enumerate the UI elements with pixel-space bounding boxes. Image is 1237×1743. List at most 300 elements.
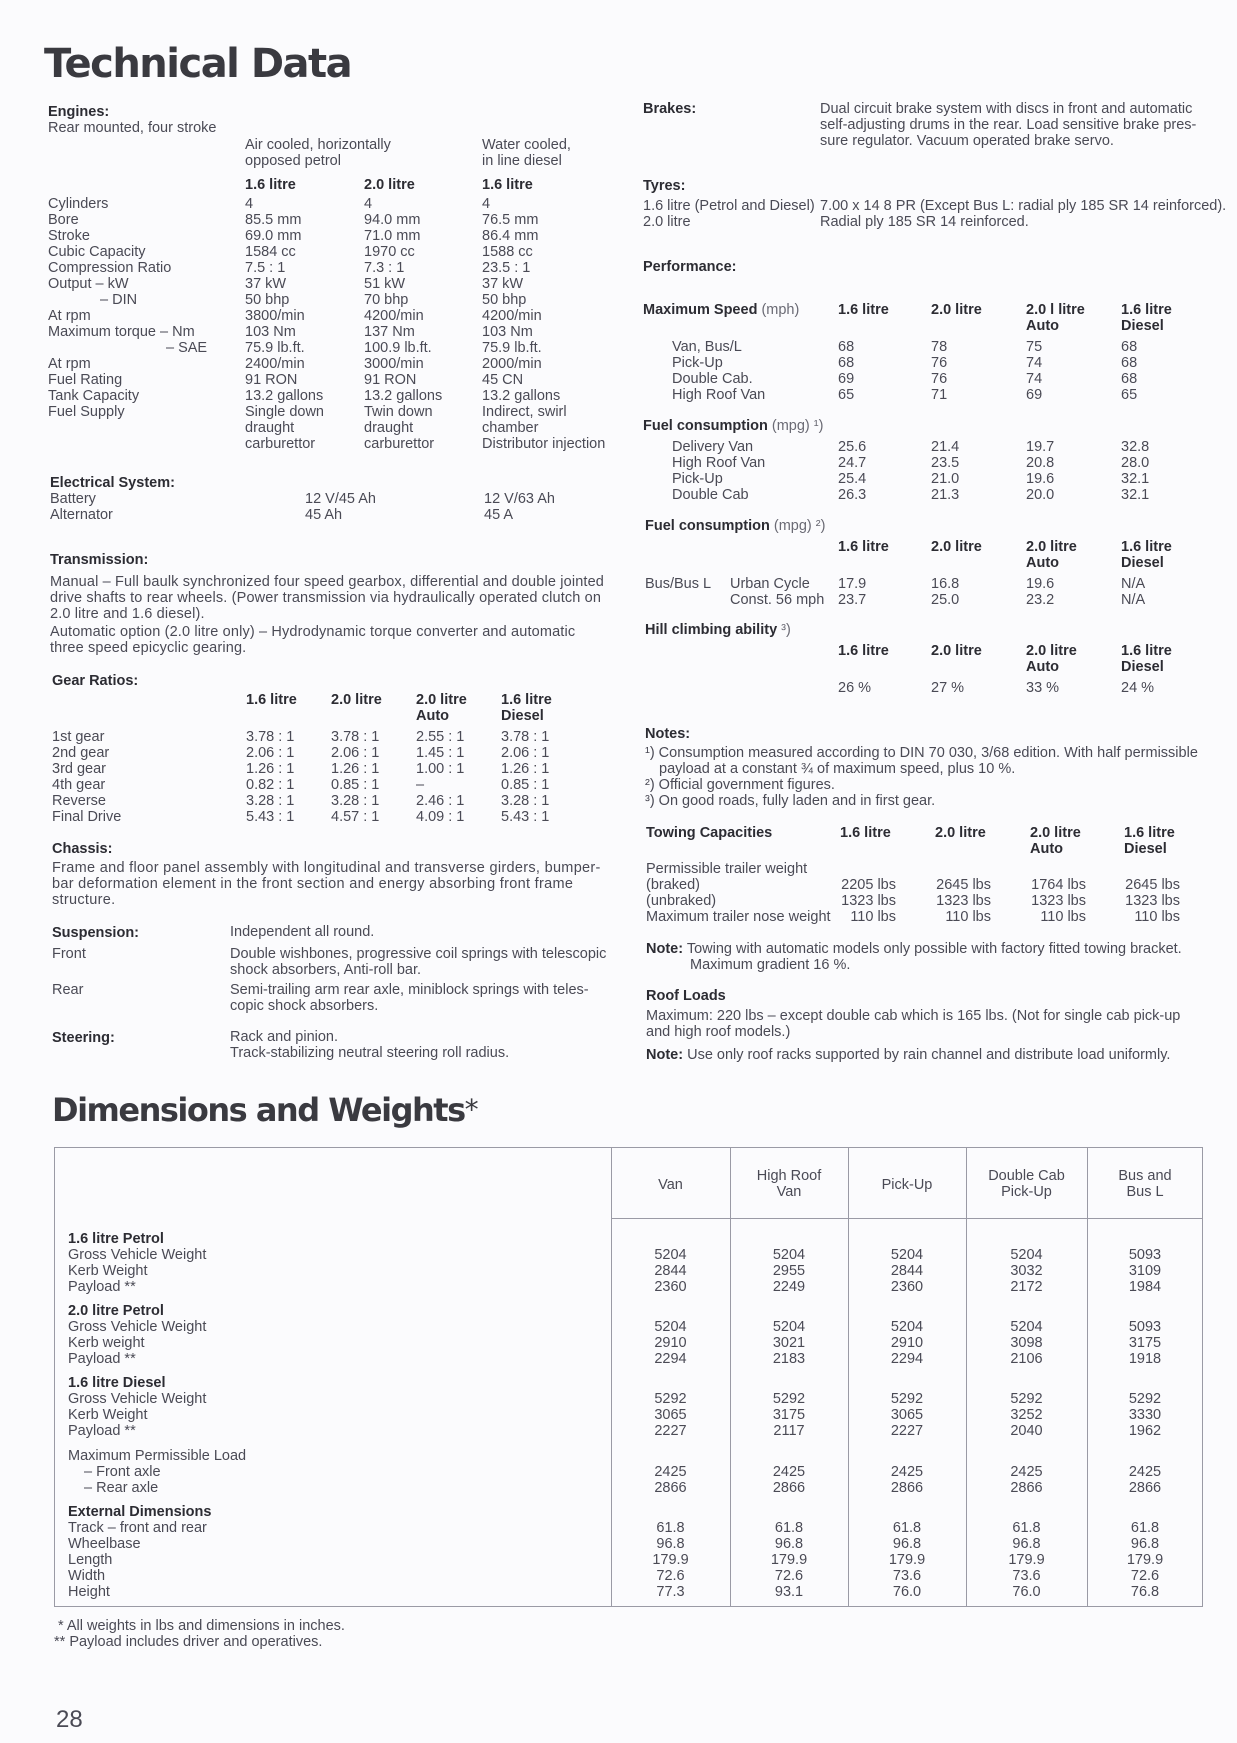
suspension-front-label: Front [52, 946, 86, 962]
transmission-auto [50, 624, 575, 656]
engine-col-head: 1.6 litre [245, 177, 296, 193]
value-cell: 19.6 [1026, 576, 1055, 592]
row-label: Kerb weight [68, 1335, 145, 1351]
speed-label: High Roof Van [672, 387, 766, 403]
note-text: Use only roof racks supported by rain channel and distribute load uniformly. [687, 1047, 1171, 1063]
value-cell: 3252 [1010, 1407, 1043, 1423]
value-cell: 3175 [772, 1407, 806, 1423]
note-line: ²) Official government figures. [645, 777, 835, 793]
column-head: 2.0 l litre [1026, 302, 1085, 318]
electrical-label: Battery [50, 491, 96, 507]
engine-value: carburettor [364, 436, 435, 452]
gear-value: 2.55 : 1 [416, 729, 465, 745]
group-title: 1.6 litre Petrol [68, 1231, 164, 1247]
max-speed-unit: (mph) [761, 302, 800, 318]
value-cell: 5204 [1010, 1247, 1043, 1263]
column-head: 2.0 litre [1030, 825, 1081, 841]
value-cell: 96.8 [656, 1536, 685, 1552]
gear-value: 1.26 : 1 [246, 761, 295, 777]
text-line: drive shafts to rear wheels. (Power transmission via hydraulically operated clutch on [50, 590, 602, 606]
text-line: shock absorbers, Anti-roll bar. [230, 962, 422, 978]
row-label: Wheelbase [68, 1536, 141, 1552]
engine-value: 86.4 mm [482, 228, 539, 244]
gear-head [416, 692, 467, 724]
towing-label: (braked) [646, 877, 700, 893]
engine-value: 91 RON [245, 372, 298, 388]
gear-head-line: Diesel [501, 708, 544, 724]
value-cell: 24 % [1121, 680, 1155, 696]
gear-head [501, 692, 552, 724]
value-cell: 61.8 [1012, 1520, 1041, 1536]
gear-label: 3rd gear [52, 761, 107, 777]
row-label: Payload ** [68, 1351, 136, 1367]
text-line: self-adjusting drums in the rear. Load sensitive brake pres- [820, 117, 1197, 133]
engine-label: – SAE [166, 340, 208, 356]
value-cell: 33 % [1026, 680, 1060, 696]
value-cell: 23.5 [931, 455, 960, 471]
value-cell: 72.6 [1130, 1568, 1160, 1584]
value-cell: 23.2 [1026, 592, 1055, 608]
value-cell: 93.1 [774, 1584, 804, 1600]
table-divider [611, 1218, 1203, 1219]
max-speed-title [643, 302, 799, 318]
gear-value: 3.78 : 1 [501, 729, 550, 745]
value-cell: 61.8 [892, 1520, 922, 1536]
value-cell: 27 % [931, 680, 965, 696]
engine-value: draught [245, 420, 295, 436]
value-cell: 2425 [1128, 1464, 1162, 1480]
value-cell: N/A [1121, 576, 1146, 592]
text-line: bar deformation element in the front section and energy absorbing front frame [52, 876, 574, 892]
engine-value: 23.5 : 1 [482, 260, 531, 276]
text-line: structure. [52, 892, 116, 908]
value-cell: 32.8 [1121, 439, 1150, 455]
electrical-value: 12 V/45 Ah [305, 491, 376, 507]
value-cell: 2294 [890, 1351, 924, 1367]
value-cell: 2425 [890, 1464, 924, 1480]
column-head: 1.6 litre [1121, 539, 1172, 555]
value-cell: 72.6 [774, 1568, 804, 1584]
value-cell: 2106 [1010, 1351, 1043, 1367]
value-cell: 5292 [890, 1391, 924, 1407]
engine-value: 69.0 mm [245, 228, 302, 244]
value-cell: 2645 lbs [936, 877, 991, 893]
column-head: Van [776, 1184, 802, 1200]
engine-label: Stroke [48, 228, 90, 244]
value-cell: 68 [838, 339, 855, 355]
electrical-diesel [484, 491, 555, 523]
value-cell: 5204 [890, 1247, 924, 1263]
tyres-values [820, 198, 1226, 230]
value-cell: 69 [1026, 387, 1043, 403]
note-line: payload at a constant ¾ of maximum speed, plus 10 %. [659, 761, 1016, 777]
value-cell: 76.8 [1130, 1584, 1160, 1600]
note-label: Note: [646, 1047, 684, 1063]
value-cell: 2227 [654, 1423, 687, 1439]
value-cell: 23.7 [838, 592, 867, 608]
value-cell: 73.6 [1012, 1568, 1041, 1584]
value-cell: 2227 [890, 1423, 924, 1439]
value-cell: 26 % [838, 680, 872, 696]
engine-value: 1588 cc [482, 244, 533, 260]
row-label: Payload ** [68, 1423, 136, 1439]
value-cell: 65 [838, 387, 855, 403]
value-cell: 76.0 [1012, 1584, 1041, 1600]
engine-value: 50 bhp [245, 292, 290, 308]
chassis-text [52, 860, 601, 908]
column-head: 1.6 litre [840, 825, 891, 841]
value-cell: 2645 lbs [1125, 877, 1180, 893]
engine-value: 13.2 gallons [482, 388, 561, 404]
towing-label: Maximum trailer nose weight [646, 909, 831, 925]
row-label: Gross Vehicle Weight [68, 1247, 207, 1263]
value-cell: 3065 [654, 1407, 687, 1423]
row-label: Width [68, 1568, 106, 1584]
value-cell: 1918 [1128, 1351, 1162, 1367]
engine-label: At rpm [48, 308, 91, 324]
column-head: Diesel [1121, 555, 1164, 571]
gear-value: – [416, 777, 425, 793]
gear-ratios-heading: Gear Ratios: [52, 673, 139, 689]
row-label: Kerb Weight [68, 1263, 148, 1279]
engine-value: 51 kW [364, 276, 406, 292]
row-label: Track – front and rear [68, 1520, 207, 1536]
gear-value: 0.82 : 1 [246, 777, 295, 793]
engine-value: 37 kW [245, 276, 287, 292]
page-title: Technical Data [44, 41, 352, 87]
gear-value: 0.85 : 1 [331, 777, 380, 793]
value-cell: 96.8 [1012, 1536, 1041, 1552]
value-cell: 69 [838, 371, 855, 387]
column-head: Bus L [1126, 1184, 1164, 1200]
electrical-label: Alternator [50, 507, 113, 523]
tyres-labels [643, 198, 815, 230]
engine-col-head: 2.0 litre [364, 177, 415, 193]
row-label: – Rear axle [84, 1480, 159, 1496]
column-head: 1.6 litre [838, 643, 889, 659]
fuel2-title [645, 518, 825, 534]
engine-value: 13.2 gallons [245, 388, 324, 404]
gear-value: 2.06 : 1 [331, 745, 380, 761]
transmission-heading: Transmission: [50, 552, 149, 568]
column-head: High Roof [756, 1168, 822, 1184]
speed-labels [672, 339, 765, 403]
engine-value: 137 Nm [364, 324, 415, 340]
steering-text [230, 1029, 509, 1061]
fuel1-label: Fuel consumption [643, 418, 768, 434]
note-line: ³) On good roads, fully laden and in first gear. [645, 793, 936, 809]
engine-col-2 [364, 196, 442, 452]
fuel1-title [643, 418, 823, 434]
engine-value: 94.0 mm [364, 212, 421, 228]
engine-value: 4200/min [482, 308, 542, 324]
value-cell: 78 [931, 339, 948, 355]
engine-value: 2000/min [482, 356, 542, 372]
column-head: 2.0 litre [1026, 643, 1077, 659]
engine-type-line: in line diesel [482, 153, 562, 169]
value-cell: 96.8 [774, 1536, 804, 1552]
engine-type-line: Air cooled, horizontally [245, 137, 391, 153]
fuel1-row-label: Delivery Van [672, 439, 754, 455]
gear-value: 1.00 : 1 [416, 761, 465, 777]
value-cell: 1323 lbs [1031, 893, 1086, 909]
row-label: Kerb Weight [68, 1407, 148, 1423]
gear-head-line: 1.6 litre [501, 692, 552, 708]
engine-label: Cubic Capacity [48, 244, 146, 260]
text-line: three speed epicyclic gearing. [50, 640, 247, 656]
value-cell: 3065 [890, 1407, 924, 1423]
value-cell: N/A [1121, 592, 1146, 608]
engine-label: Maximum torque – Nm [48, 324, 195, 340]
value-cell: 1962 [1128, 1423, 1162, 1439]
gear-label: 4th gear [52, 777, 106, 793]
engine-col-3 [482, 196, 605, 452]
value-cell: 2183 [772, 1351, 806, 1367]
gear-head-line: Auto [416, 708, 450, 724]
column-head: 1.6 litre [838, 539, 889, 555]
engine-type-line: Water cooled, [482, 137, 571, 153]
value-cell: 76 [931, 355, 948, 371]
value-cell: 25.6 [838, 439, 867, 455]
column-head: 1.6 litre [1121, 643, 1172, 659]
fuel2-group: Bus/Bus L [645, 576, 712, 592]
value-cell: 1323 lbs [936, 893, 991, 909]
value-cell: 5292 [654, 1391, 687, 1407]
gear-value: 1.45 : 1 [416, 745, 465, 761]
column-head: Double Cab [988, 1168, 1065, 1184]
engine-label: Output – kW [48, 276, 129, 292]
value-cell: 68 [1121, 339, 1138, 355]
gear-value: 2.06 : 1 [246, 745, 295, 761]
value-cell: 5292 [1128, 1391, 1162, 1407]
engine-col-1 [245, 196, 324, 452]
engine-value: Indirect, swirl [482, 404, 567, 420]
engine-value: 91 RON [364, 372, 417, 388]
column-head: Auto [1026, 659, 1060, 675]
fuel2-unit: (mpg) ²) [773, 518, 826, 534]
value-cell: 2910 [654, 1335, 687, 1351]
value-cell: 74 [1026, 355, 1043, 371]
value-cell: 5204 [654, 1247, 687, 1263]
engine-labels [48, 196, 207, 452]
note-text: Towing with automatic models only possible with factory fitted towing bracket. [686, 941, 1182, 957]
column-head: 1.6 litre [838, 302, 889, 318]
engine-value: 75.9 lb.ft. [482, 340, 542, 356]
electrical-value: 12 V/63 Ah [484, 491, 555, 507]
value-cell: 179.9 [770, 1552, 808, 1568]
engine-value: 4 [364, 196, 373, 212]
row-label: Maximum Permissible Load [68, 1448, 247, 1464]
row-label: – Front axle [84, 1464, 161, 1480]
value-cell: 2866 [1128, 1480, 1162, 1496]
text-line: sure regulator. Vacuum operated brake servo. [820, 133, 1114, 149]
text-line: Rack and pinion. [230, 1029, 339, 1045]
value-cell: 32.1 [1121, 471, 1150, 487]
gear-head-line: 2.0 litre [416, 692, 467, 708]
speed-label: Pick-Up [672, 355, 723, 371]
hill-title [645, 622, 791, 638]
engine-value: 85.5 mm [245, 212, 302, 228]
row-label: Payload ** [68, 1279, 136, 1295]
value-cell: 2844 [890, 1263, 924, 1279]
row-label: Length [68, 1552, 113, 1568]
suspension-rear-label: Rear [52, 982, 84, 998]
value-cell: 2866 [890, 1480, 924, 1496]
text-line: Maximum: 220 lbs – except double cab which is 165 lbs. (Not for single cab pick-up [646, 1008, 1181, 1024]
fuel1-row-label: High Roof Van [672, 455, 766, 471]
engine-value: chamber [482, 420, 539, 436]
row-label: Height [68, 1584, 110, 1600]
engine-value: 37 kW [482, 276, 524, 292]
dimensions-footnotes [54, 1618, 345, 1650]
value-cell: 2360 [654, 1279, 687, 1295]
value-cell: 2172 [1010, 1279, 1043, 1295]
column-head: Pick-Up [1001, 1184, 1052, 1200]
value-cell: 2866 [772, 1480, 806, 1496]
engine-value: 70 bhp [364, 292, 409, 308]
value-cell: 1984 [1128, 1279, 1162, 1295]
text-line: Frame and floor panel assembly with longitudinal and transverse girders, bumper- [52, 860, 601, 876]
value-cell: 110 lbs [945, 909, 991, 925]
value-cell: 76.0 [892, 1584, 922, 1600]
gear-label: Final Drive [52, 809, 122, 825]
gear-value: 3.28 : 1 [501, 793, 550, 809]
towing-note [646, 941, 1182, 973]
gear-head [246, 692, 297, 708]
value-cell: 5093 [1128, 1319, 1162, 1335]
column-head: Auto [1026, 318, 1060, 334]
value-cell: 77.3 [656, 1584, 685, 1600]
value-cell: 2866 [1010, 1480, 1043, 1496]
towing-labels [646, 861, 831, 925]
engine-value: 7.5 : 1 [245, 260, 286, 276]
value-cell: 71 [931, 387, 948, 403]
group-title: 2.0 litre Petrol [68, 1303, 164, 1319]
value-cell: 2866 [654, 1480, 687, 1496]
speed-label: Van, Bus/L [672, 339, 742, 355]
engine-value: 76.5 mm [482, 212, 539, 228]
max-speed-label: Maximum Speed [643, 302, 758, 318]
engine-value: 45 CN [482, 372, 524, 388]
dimensions-title-mark: * [464, 1093, 478, 1126]
gear-col-3 [416, 729, 464, 825]
gear-labels [52, 729, 121, 825]
fuel2-row-label: Urban Cycle [730, 576, 810, 592]
value-cell: 179.9 [1008, 1552, 1045, 1568]
value-cell: 16.8 [931, 576, 960, 592]
engine-label [48, 436, 207, 452]
engines-heading: Engines: [48, 104, 110, 120]
gear-label: 2nd gear [52, 745, 110, 761]
fuel2-labels [730, 576, 824, 608]
value-cell: 2910 [890, 1335, 924, 1351]
value-cell: 179.9 [652, 1552, 689, 1568]
speed-label: Double Cab. [672, 371, 753, 387]
roof-heading: Roof Loads [646, 988, 726, 1004]
value-cell: 25.0 [931, 592, 960, 608]
value-cell: 5204 [772, 1319, 806, 1335]
engine-value: carburettor [245, 436, 316, 452]
value-cell: 19.6 [1026, 471, 1055, 487]
value-cell: 3109 [1128, 1263, 1162, 1279]
value-cell: 3032 [1010, 1263, 1043, 1279]
page-number: 28 [56, 1706, 83, 1733]
electrical-value: 45 A [484, 507, 514, 523]
engine-value: 71.0 mm [364, 228, 421, 244]
value-cell: 110 lbs [1134, 909, 1180, 925]
steering-heading: Steering: [52, 1030, 115, 1046]
value-cell: 68 [838, 355, 855, 371]
note-line: ¹) Consumption measured according to DIN 70 030, 3/68 edition. With half permissible [645, 745, 1198, 761]
notes-list [645, 745, 1198, 809]
engine-type-line: opposed petrol [245, 153, 341, 169]
engine-value: 4 [245, 196, 254, 212]
engine-value: draught [364, 420, 414, 436]
brakes-heading: Brakes: [643, 101, 697, 117]
gear-col-1 [246, 729, 294, 825]
fuel1-row-label: Double Cab [672, 487, 749, 503]
column-head: 2.0 litre [931, 643, 982, 659]
text-line: Manual – Full baulk synchronized four speed gearbox, differential and double jointed [50, 574, 605, 590]
engine-label: Cylinders [48, 196, 109, 212]
text-line: and high roof models.) [646, 1024, 791, 1040]
engine-value: Single down [245, 404, 324, 420]
towing-label: Permissible trailer weight [646, 861, 808, 877]
engine-label: Fuel Supply [48, 404, 125, 420]
value-cell: 28.0 [1121, 455, 1150, 471]
value-cell: 20.0 [1026, 487, 1055, 503]
engine-value: 13.2 gallons [364, 388, 443, 404]
value-cell: 24.7 [838, 455, 867, 471]
column-head: Auto [1026, 555, 1060, 571]
performance-heading: Performance: [643, 259, 737, 275]
engine-value: Distributor injection [482, 436, 606, 452]
hill-label: Hill climbing ability [645, 622, 778, 638]
value-cell: 21.3 [931, 487, 960, 503]
column-head: Van [658, 1177, 683, 1193]
fuel1-labels [672, 439, 765, 503]
gear-col-2 [331, 729, 379, 825]
electrical-petrol [305, 491, 376, 523]
tyres-heading: Tyres: [643, 178, 686, 194]
value-cell: 68 [1121, 371, 1138, 387]
roof-note [646, 1047, 1170, 1063]
engine-label [48, 420, 207, 436]
value-cell: 68 [1121, 355, 1138, 371]
engine-value: 2400/min [245, 356, 305, 372]
towing-heading: Towing Capacities [646, 825, 773, 841]
tyre-value: 7.00 x 14 8 PR (Except Bus L: radial ply 185 SR 14 reinforced). [820, 198, 1227, 214]
gear-label: Reverse [52, 793, 106, 809]
value-cell: 76 [931, 371, 948, 387]
column-head: 2.0 litre [931, 539, 982, 555]
value-cell: 5292 [1010, 1391, 1043, 1407]
value-cell: 17.9 [838, 576, 867, 592]
engine-label: Compression Ratio [48, 260, 172, 276]
value-cell: 25.4 [838, 471, 867, 487]
suspension-front [230, 946, 606, 978]
column-head: Auto [1030, 841, 1064, 857]
column-head: Bus and [1118, 1168, 1172, 1184]
value-cell: 110 lbs [1040, 909, 1086, 925]
text-line: Track-stabilizing neutral steering roll radius. [230, 1045, 510, 1061]
value-cell: 32.1 [1121, 487, 1150, 503]
value-cell: 2425 [772, 1464, 806, 1480]
engine-value: 1584 cc [245, 244, 296, 260]
value-cell: 1764 lbs [1031, 877, 1086, 893]
gear-value: 5.43 : 1 [501, 809, 550, 825]
gear-value: 4.57 : 1 [331, 809, 380, 825]
